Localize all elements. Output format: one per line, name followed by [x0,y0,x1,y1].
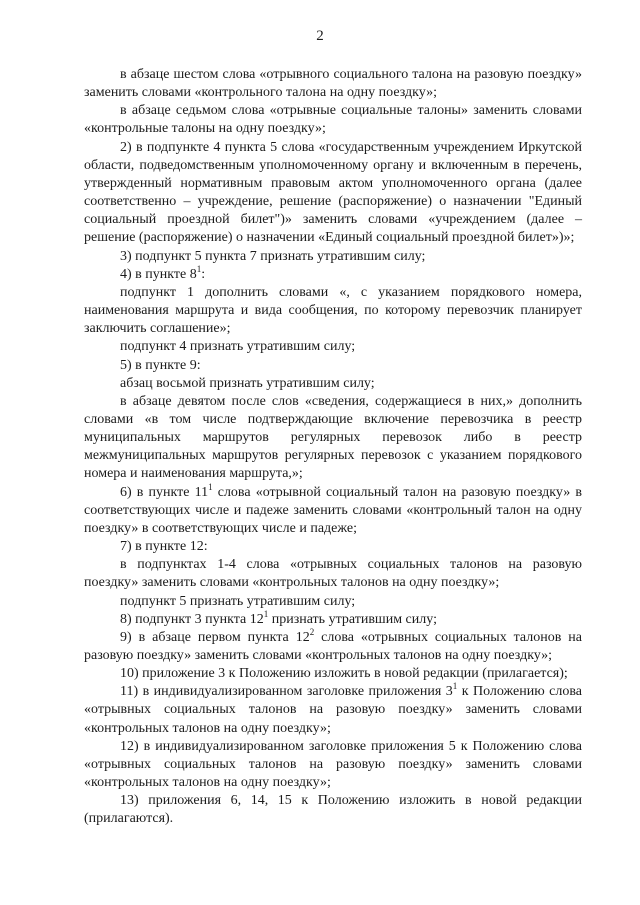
paragraph: 8) подпункт 3 пункта $12^1$ признать утратившим силу; [120,608,437,627]
paragraph: 3) подпункт 5 пункта 7 признать утратившим силу; [120,248,426,264]
paragraph: 12) в индивидуализированном заголовке приложения 5 к Положению слова «отрывных социальных талонов на разовую поездку» заменить словами «контрольных талонов на одну поездку»; [84,738,582,791]
superscript-index: 1 [196,263,202,274]
paragraph: 10) приложение 3 к Положению изложить в новой редакции (прилагается); [120,666,568,682]
paragraph: в абзаце седьмом слова «отрывные социальные талоны» заменить словами «контрольные талоны на одну поездку»; [84,103,582,137]
paragraph: 5) в пункте 9: [120,357,201,373]
superscript-index: 1 [263,608,269,619]
paragraph: в абзаце шестом слова «отрывного социального талона на разовую поездку» заменить словами «контрольного талона на одну поездку»; [84,67,582,101]
document-body [84,66,582,829]
paragraph: 9) в абзаце первом пункта $12^2$ слова «отрывных социальных талонов на разовую поездку» заменить словами «контрольных талонов на одну поездку»; [84,626,582,663]
paragraph: подпункт 5 признать утратившим силу; [120,593,356,609]
paragraph: в подпунктах 1-4 слова «отрывных социальных талонов на разовую поездку» заменить словами «контрольных талонов на одну поездку»; [84,557,582,591]
paragraph: 7) в пункте 12: [120,539,208,555]
superscript-index: 2 [309,626,315,637]
paragraph: в абзаце девятом после слов «сведения, содержащиеся в них,» дополнить словами «в том числе подтверждающие включение перевозчика в реестр муниципальных маршрутов регулярных перевозок либо в реестр межмуниципальных маршрутов регулярных перевозок с указанием порядкового номера и наименования маршрута,»; [84,393,582,482]
page-number: 2 [316,28,324,44]
paragraph: подпункт 1 дополнить словами «, с указанием порядкового номера, наименования маршрута и вида сообщения, по которому перевозчик планирует заключить соглашение»; [84,284,582,337]
paragraph: подпункт 4 признать утратившим силу; [120,339,356,355]
paragraph: 6) в пункте $11^1$ слова «отрывной социальный талон на разовую поездку» в соответствующих числе и падеже заменить словами «контрольный талон на одну поездку» в соответствующих числе и падеже; [84,481,582,536]
superscript-index: 1 [208,481,213,492]
paragraph: 4) в пункте $8^1$: [120,263,206,282]
superscript-index: 1 [452,681,458,692]
paragraph: абзац восьмой признать утратившим силу; [120,375,375,391]
paragraph: 2) в подпункте 4 пункта 5 слова «государственным учреждением Иркутской области, подведомственным уполномоченному органу и включенным в перечень, утвержденный нормативным правовым актом уполномоченного органа (далее соответственно – учреждение, решение (распоряжение) о назначении "Единый социальный проездной билет")» заменить словами «учреждением (далее – решение (распоряжение) о назначении «Единый социальный проездной билет»)»; [84,139,582,246]
paragraph: 13) приложения 6, 14, 15 к Положению изложить в новой редакции (прилагаются). [84,793,582,827]
paragraph: 11) в индивидуализированном заголовке приложения $3^1$ к Положению слова «отрывных социальных талонов на разовую поездку» заменить словами «контрольных талонов на одну поездку»; [84,681,582,736]
